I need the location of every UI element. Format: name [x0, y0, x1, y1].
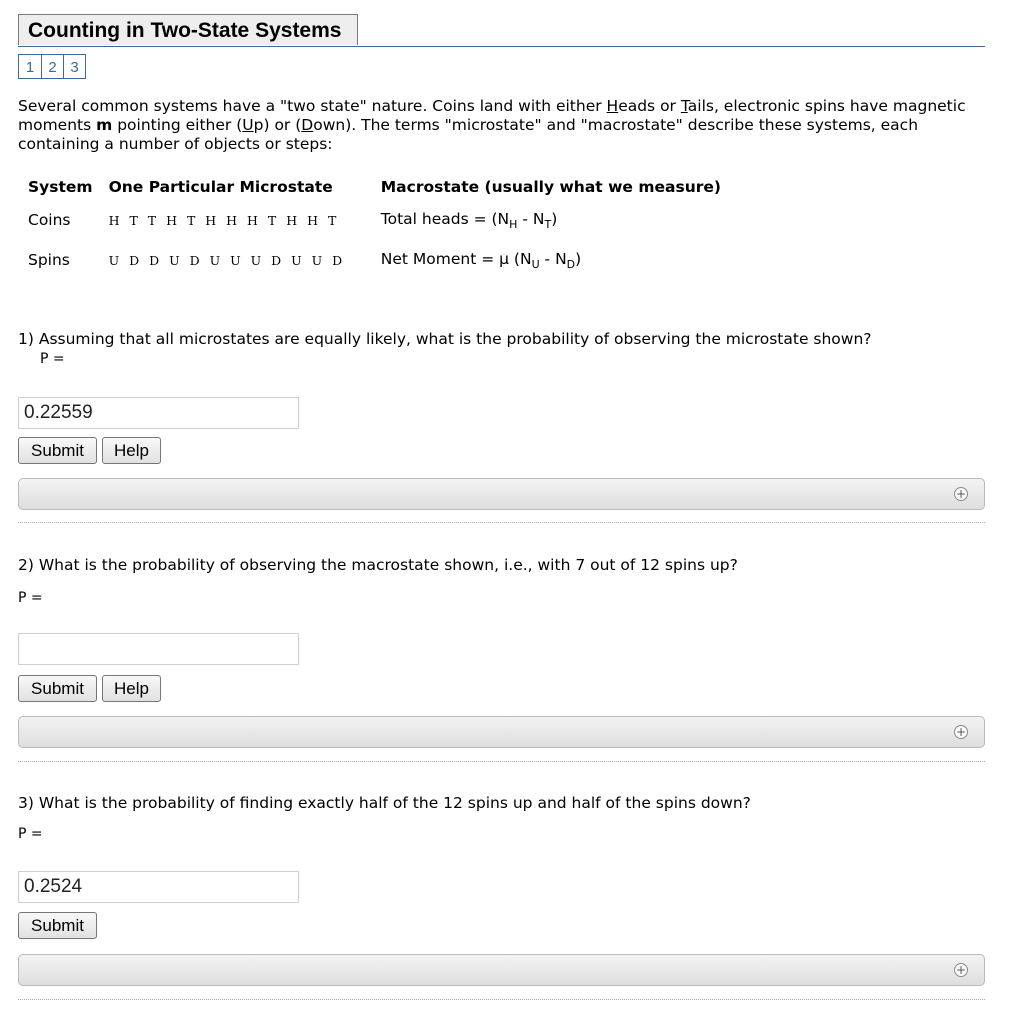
intro-up-rest: p) or (: [253, 116, 302, 134]
up-key: U: [242, 116, 254, 134]
page-title: Counting in Two-State Systems: [18, 14, 358, 45]
page-tab-2[interactable]: 2: [42, 54, 64, 79]
plus-circle-icon[interactable]: +: [955, 487, 967, 501]
question-1-p-label: P =: [40, 351, 65, 367]
question-2-help-button[interactable]: Help: [102, 675, 161, 702]
page-tabs: [18, 54, 86, 79]
intro-pointing: pointing either (: [112, 116, 243, 134]
row-microstate: H T T H T H H H T H H T: [108, 212, 340, 228]
plus-circle-icon[interactable]: +: [955, 963, 967, 977]
intro-line3: containing a number of objects or steps:: [18, 135, 333, 153]
intro-line2: moments: [18, 116, 97, 134]
intro-line1: Several common systems have a "two state" nature. Coins land with either: [18, 97, 607, 115]
question-2-submit-button[interactable]: Submit: [18, 675, 97, 702]
question-1-hint-bar[interactable]: [18, 478, 985, 510]
question-3-hint-bar[interactable]: [18, 954, 985, 986]
col-system: System: [28, 178, 93, 196]
plus-circle-icon[interactable]: +: [955, 725, 967, 739]
moment-symbol: m: [96, 116, 113, 134]
row-system: Coins: [28, 211, 71, 229]
question-3-p-label: P =: [18, 826, 43, 842]
question-2-text: 2) What is the probability of observing the macrostate shown, i.e., with 7 out of 12 spins up?: [18, 556, 738, 574]
intro-tails-rest: ails, electronic spins have magnetic: [687, 97, 966, 115]
page-tab-1[interactable]: 1: [18, 54, 42, 79]
question-1-submit-button[interactable]: Submit: [18, 437, 97, 464]
table-row: [20, 200, 729, 240]
heads-key: H: [606, 97, 619, 115]
divider: [18, 522, 985, 523]
question-3-text: 3) What is the probability of finding exactly half of the 12 spins up and half of the spins down?: [18, 794, 751, 812]
divider: [18, 761, 985, 762]
systems-table: [20, 174, 729, 280]
intro-heads-rest: eads or: [618, 97, 681, 115]
question-1-answer-input[interactable]: 0.22559: [18, 397, 299, 429]
intro-text: [18, 97, 998, 154]
col-macrostate: Macrostate (usually what we measure): [380, 178, 721, 196]
question-2-hint-bar[interactable]: [18, 716, 985, 748]
question-2-answer-input[interactable]: [18, 633, 299, 665]
divider: [18, 999, 985, 1000]
question-1-help-button[interactable]: Help: [102, 437, 161, 464]
intro-down-rest: own). The terms "microstate" and "macrostate" describe these systems, each: [313, 116, 919, 134]
row-macrostate: Total heads = $(N_H - N_T)$: [380, 209, 558, 231]
down-key: D: [301, 116, 314, 134]
question-3-submit-button[interactable]: Submit: [18, 912, 97, 939]
row-macrostate: Net Moment = μ $(N_U - N_D)$: [380, 249, 582, 271]
page-tab-3[interactable]: 3: [64, 54, 86, 79]
question-3-answer-input[interactable]: 0.2524: [18, 871, 299, 903]
row-system: Spins: [28, 251, 70, 269]
col-microstate: One Particular Microstate: [108, 178, 333, 196]
table-row: [20, 240, 729, 280]
tails-key: T: [680, 97, 688, 115]
question-1-text: 1) Assuming that all microstates are equally likely, what is the probability of observing the microstate shown?: [18, 330, 872, 348]
table-header-row: [20, 174, 729, 200]
row-microstate: U D D U D U U U D U U D: [108, 252, 346, 268]
title-bar: [18, 14, 985, 47]
question-2-p-label: P =: [18, 590, 43, 606]
